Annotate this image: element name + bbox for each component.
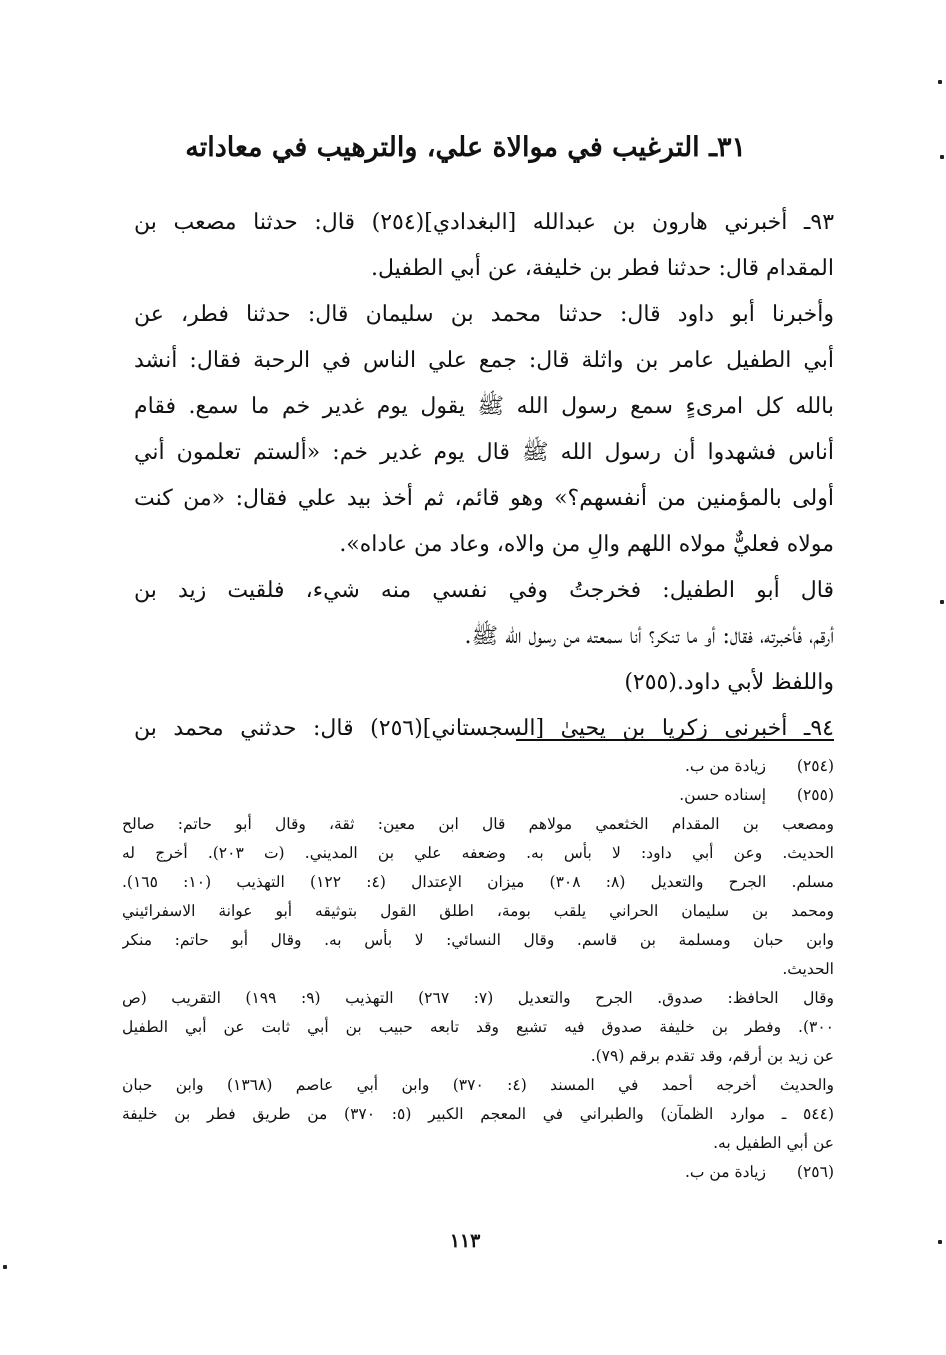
footnote-separator [516,739,834,741]
page-number: ١١٣ [449,1230,481,1252]
footnote-number: (٢٥٥) [796,786,834,804]
footnote-254 [122,752,834,781]
text-line: بالله كل امرىءٍ سمع رسول الله ﷺ يقول يوم غدير خم ما سمع. فقام [134,394,834,419]
footnote-line: الحديث. [782,960,834,978]
footnote-number: (٢٥٦) [796,1163,834,1181]
footnote-line: وقال الحافظ: صدوق. الجرح والتعديل (٧: ٢٦٧) التهذيب (٩: ١٩٩) التقريب (ص [122,989,834,1007]
scan-mark [940,155,944,159]
text-line: قال أبو الطفيل: فخرجتُ وفي نفسي منه شيء، فلقيت زيد بن [134,578,834,603]
footnote-text: زيادة من ب. [684,1163,766,1181]
text-line: أرقم، فأخبرته، فقال: أو ما تنكر؟ أنا سمعته من رسول الله ﷺ. [464,624,834,649]
text-line: أناس فشهدوا أن رسول الله ﷺ قال يوم غدير خم: «ألستم تعلمون أني [134,440,834,465]
footnote-line: مسلم. الجرح والتعديل (٨: ٣٠٨) ميزان الإعتدال (٤: ١٢٢) التهذيب (١٠: ١٦٥). [122,873,834,891]
footnote-line: الحديث. وعن أبي داود: لا بأس به. وضعفه علي بن المديني. (ت ٢٠٣). أخرج له [122,844,834,862]
text-line: ٩٣ـ أخبرني هارون بن عبدالله [البغدادي](٢٥٤) قال: حدثنا مصعب بن [134,210,834,235]
chapter-title: ٣١ـ الترغيب في موالاة علي، والترهيب في معاداته [185,132,746,163]
scan-mark [940,600,944,604]
text-line: واللفظ لأبي داود.(٢٥٥) [624,670,834,695]
footnote-256 [122,1158,834,1187]
scan-mark [938,80,942,84]
footnote-line: ومصعب بن المقدام الخثعمي مولاهم قال ابن معين: ثقة، وقال أبو حاتم: صالح [122,815,834,833]
footnote-text: إسناده حسن. [679,786,766,804]
text-line: ٩٤ـ أخبرني زكريا بن يحيىٰ [السجستاني](٢٥٦) قال: حدثني محمد بن [134,716,834,741]
text-line: وأخبرنا أبو داود قال: حدثنا محمد بن سليمان قال: حدثنا فطر، عن [134,302,834,327]
footnote-line: (٥٤٤ ـ موارد الظمآن) والطبراني في المعجم الكبير (٥: ٣٧٠) من طريق فطر بن خليفة [122,1105,834,1123]
footnote-255 [122,781,834,810]
text-line: أبي الطفيل عامر بن واثلة قال: جمع علي الناس في الرحبة فقال: أنشد [134,348,834,373]
scan-mark [938,1240,942,1244]
text-line: أولى بالمؤمنين من أنفسهم؟» وهو قائم، ثم أخذ بيد علي فقال: «من كنت [134,486,834,511]
scan-mark [3,1265,7,1269]
text-line: المقدام قال: حدثنا فطر بن خليفة، عن أبي الطفيل. [371,256,834,281]
footnote-text: زيادة من ب. [684,757,766,775]
text-line: مولاه فعليٌّ مولاه اللهم والِ من والاه، وعاد من عاداه». [339,532,834,557]
footnote-number: (٢٥٤) [796,757,834,775]
footnote-line: عن أبي الطفيل به. [713,1134,834,1152]
footnote-line: وابن حبان ومسلمة بن قاسم. وقال النسائي: لا بأس به. وقال أبو حاتم: منكر [122,931,834,949]
footnote-line: والحديث أخرجه أحمد في المسند (٤: ٣٧٠) وابن أبي عاصم (١٣٦٨) وابن حبان [122,1076,834,1094]
footnote-line: ومحمد بن سليمان الحراني يلقب بومة، اطلق القول بتوثيقه أبو عوانة الاسفرائيني [122,902,834,920]
footnotes [122,752,834,1187]
footnote-line: ٣٠٠). وفطر بن خليفة صدوق فيه تشيع وقد تابعه حبيب بن أبي ثابت عن أبي الطفيل [122,1018,834,1036]
footnote-line: عن زيد بن أرقم، وقد تقدم برقم (٧٩). [590,1047,834,1065]
main-text [134,200,834,752]
